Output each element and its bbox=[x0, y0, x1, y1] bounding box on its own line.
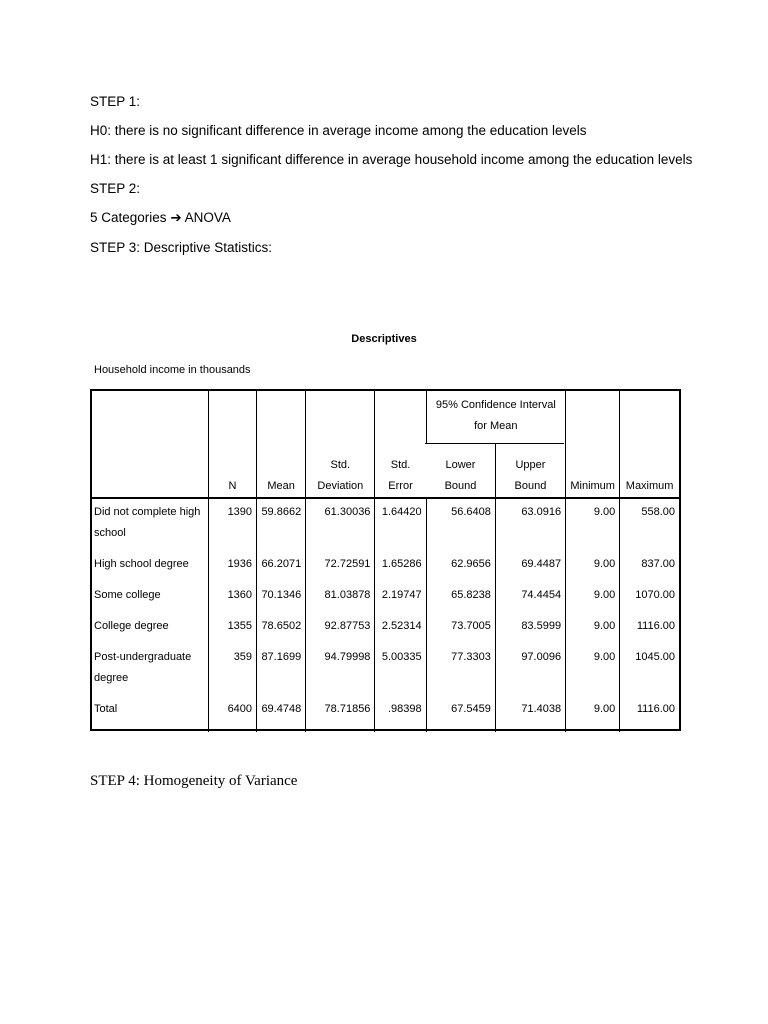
cell-max: 1116.00 bbox=[620, 694, 679, 732]
table-row bbox=[90, 580, 679, 611]
cell-upper: 83.5999 bbox=[495, 611, 565, 642]
cell-mean: 70.1346 bbox=[257, 580, 306, 611]
row-label: Did not complete high school bbox=[94, 506, 201, 539]
cell-se: .98398 bbox=[375, 694, 426, 732]
step4-heading: STEP 4: Homogeneity of Variance bbox=[90, 773, 298, 789]
cell-se: 1.65286 bbox=[375, 549, 426, 580]
cell-max: 1045.00 bbox=[620, 642, 679, 694]
cell-sd: 72.72591 bbox=[306, 549, 375, 580]
ci-header-divider bbox=[425, 443, 564, 444]
step3-heading: STEP 3: Descriptive Statistics: bbox=[90, 240, 273, 255]
row-label-header bbox=[90, 389, 208, 497]
maximum-header: Maximum bbox=[620, 389, 679, 497]
row-label: Post-undergraduate degree bbox=[94, 651, 192, 684]
cell-n: 359 bbox=[208, 642, 256, 694]
table-row bbox=[90, 694, 679, 732]
row-label: Total bbox=[94, 703, 118, 715]
descriptives-table bbox=[90, 389, 679, 732]
cell-sd: 61.30036 bbox=[306, 497, 375, 549]
cell-mean: 59.8662 bbox=[257, 497, 306, 549]
cell-n: 1390 bbox=[208, 497, 256, 549]
cell-max: 558.00 bbox=[620, 497, 679, 549]
descriptives-title: Descriptives bbox=[351, 333, 417, 345]
step2-heading: STEP 2: bbox=[90, 181, 141, 196]
alternative-hypothesis: H1: there is at least 1 significant difference in average household income among the education levels bbox=[90, 152, 693, 167]
cell-min: 9.00 bbox=[566, 611, 620, 642]
cell-n: 1936 bbox=[208, 549, 256, 580]
step1-heading: STEP 1: bbox=[90, 94, 141, 109]
header-separator bbox=[90, 497, 681, 499]
cell-sd: 94.79998 bbox=[306, 642, 375, 694]
cell-mean: 87.1699 bbox=[257, 642, 306, 694]
arrow-right-icon: ➔ bbox=[170, 210, 182, 225]
minimum-header: Minimum bbox=[566, 389, 620, 497]
cell-min: 9.00 bbox=[566, 642, 620, 694]
row-label: Some college bbox=[94, 589, 161, 601]
step2-categories bbox=[90, 209, 231, 227]
cell-se: 2.19747 bbox=[375, 580, 426, 611]
cell-max: 837.00 bbox=[620, 549, 679, 580]
anova-text: ANOVA bbox=[184, 210, 231, 225]
std-deviation-header: Std. Deviation bbox=[306, 389, 375, 497]
cell-mean: 66.2071 bbox=[257, 549, 306, 580]
descriptives-subtitle: Household income in thousands bbox=[94, 364, 251, 376]
categories-text: 5 Categories bbox=[90, 210, 167, 225]
cell-sd: 78.71856 bbox=[306, 694, 375, 732]
cell-upper: 69.4487 bbox=[495, 549, 565, 580]
cell-n: 1360 bbox=[208, 580, 256, 611]
cell-n: 1355 bbox=[208, 611, 256, 642]
cell-se: 2.52314 bbox=[375, 611, 426, 642]
cell-mean: 78.6502 bbox=[257, 611, 306, 642]
confidence-interval-header: 95% Confidence Interval for Mean bbox=[426, 389, 565, 443]
std-error-header: Std. Error bbox=[375, 389, 426, 497]
cell-upper: 97.0096 bbox=[495, 642, 565, 694]
cell-sd: 81.03878 bbox=[306, 580, 375, 611]
lower-bound-header: Lower Bound bbox=[444, 459, 477, 492]
cell-se: 5.00335 bbox=[375, 642, 426, 694]
cell-sd: 92.87753 bbox=[306, 611, 375, 642]
cell-min: 9.00 bbox=[566, 580, 620, 611]
cell-lower: 65.8238 bbox=[426, 580, 495, 611]
upper-bound-header: Upper Bound bbox=[495, 443, 565, 497]
cell-lower: 73.7005 bbox=[426, 611, 495, 642]
cell-max: 1116.00 bbox=[620, 611, 679, 642]
cell-n: 6400 bbox=[208, 694, 256, 732]
cell-se: 1.64420 bbox=[375, 497, 426, 549]
row-label: College degree bbox=[94, 620, 169, 632]
cell-lower: 77.3303 bbox=[426, 642, 495, 694]
table-row bbox=[90, 642, 679, 694]
null-hypothesis: H0: there is no significant difference in average income among the education levels bbox=[90, 123, 587, 138]
table-row bbox=[90, 549, 679, 580]
mean-header: Mean bbox=[257, 389, 306, 497]
cell-lower: 62.9656 bbox=[426, 549, 495, 580]
n-header: N bbox=[208, 389, 256, 497]
table-row bbox=[90, 497, 679, 549]
cell-min: 9.00 bbox=[566, 549, 620, 580]
cell-min: 9.00 bbox=[566, 694, 620, 732]
cell-upper: 71.4038 bbox=[495, 694, 565, 732]
cell-min: 9.00 bbox=[566, 497, 620, 549]
row-label: High school degree bbox=[94, 558, 189, 570]
table-row bbox=[90, 611, 679, 642]
cell-lower: 56.6408 bbox=[426, 497, 495, 549]
cell-mean: 69.4748 bbox=[257, 694, 306, 732]
cell-max: 1070.00 bbox=[620, 580, 679, 611]
cell-upper: 63.0916 bbox=[495, 497, 565, 549]
cell-lower: 67.5459 bbox=[426, 694, 495, 732]
cell-upper: 74.4454 bbox=[495, 580, 565, 611]
